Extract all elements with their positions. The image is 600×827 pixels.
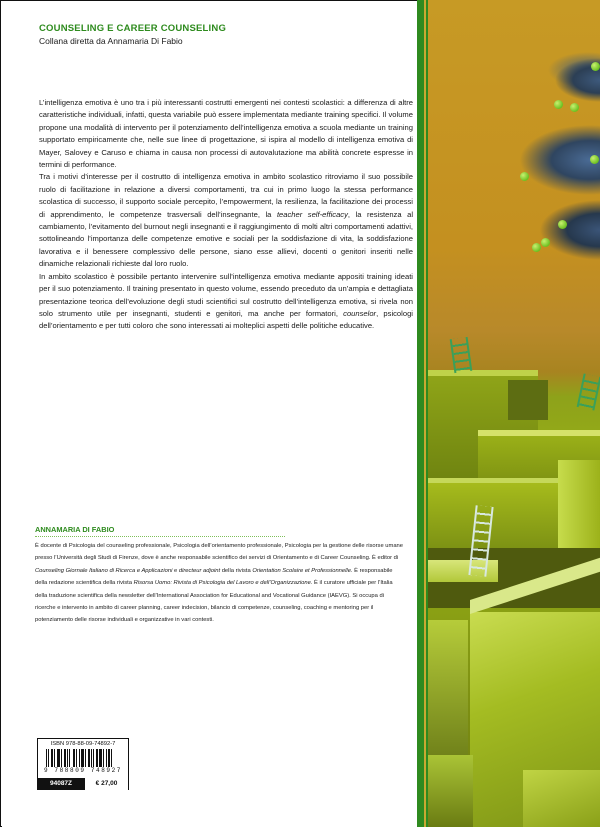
bauble-icon [570, 103, 579, 112]
price: € 27,00 [84, 778, 128, 790]
author-name: ANNAMARIA DI FABIO [35, 525, 285, 537]
blurb-paragraph-2 [39, 171, 413, 270]
bauble-icon [590, 155, 599, 164]
cover-artwork [428, 0, 600, 827]
maze-wall [523, 770, 600, 827]
barcode-icon [46, 749, 122, 769]
role-title: directeur adjoint [178, 567, 221, 574]
bauble-icon [520, 172, 529, 181]
maze-wall [428, 755, 473, 827]
blurb-text: Tra i motivi d’interesse per il costrutto di intelligenza emotiva in ambito scolastico ritroviamo il suo possibile ruolo di facilitazione in relazione a diversi comportamenti, tra cui in primo luogo la stessa performance scolastica di successo, il supporto sociale percepito, l’empowerment, la resilienza, la facilitazione dei processi di apprendimento, le competenze trasversali dell’insegnante, la [39, 172, 413, 219]
ladder-illustration [577, 374, 600, 411]
journal-title: Risorsa Uomo: Rivista di Psicologia del Lavoro e dell’Organizzazione [133, 580, 311, 587]
blurb-text: , la resistenza al cambiamento, l’evitamento del burnout negli insegnanti e il raggiungimento di molti altri comportamenti adattivi, sottolineando l’importanza delle competenze emotive e sociali per la soddisfazione di vita, la soddisfazione lavorativa e il benessere complessivo delle persone, siano esse allievi, docenti o genitori inseriti nelle dinamiche relazionali richieste dal loro ruolo. [39, 209, 414, 269]
green-spine-stripe [417, 0, 424, 827]
tree-illustration [510, 40, 600, 260]
ladder-illustration [450, 337, 473, 373]
bauble-icon [591, 62, 600, 71]
bio-text: e [172, 567, 179, 574]
series-editor: Collana diretta da Annamaria Di Fabio [39, 36, 183, 46]
bio-text: . È il curatore ufficiale per l’Italia della traduzione scientifica della newsletter dell’International Association for Educational and Vocational Guidance (IAEVG). Si occupa di ricerche e intervento in ambito di career planning, career indecision, bilancio di competenze, counseling, coaching e mentoring per il potenziamento delle risorse individuali e organizzative in vari contesti. [35, 580, 393, 624]
product-code: 94087Z [38, 778, 84, 790]
blurb-text: In ambito scolastico è possibile pertanto intervenire sull’intelligenza emotiva mediante appositi training ideati per il suo potenziamento. Il training presentato in questo volume, essendo preceduto da un’ampia e dettagliata presentazione teorica dell’evoluzione degli studi scientifici sul costrutto dell’intelligenza emotiva, si rivela non solo strumento utile per insegnanti, studenti e genitori, ma anche per formatori, [39, 271, 413, 318]
barcode-label [37, 738, 129, 790]
book-blurb [39, 97, 413, 333]
blurb-emphasis: teacher self-efficacy [276, 209, 348, 219]
series-title: COUNSELING E CAREER COUNSELING [39, 23, 227, 34]
bauble-icon [541, 238, 550, 247]
bio-text: . È responsabile della redazione scientifica della rivista [35, 567, 393, 587]
maze-wall [508, 380, 548, 420]
journal-title: Counseling Giornale Italiano di Ricerca e Applicazioni [35, 567, 173, 574]
bio-text: della rivista [220, 567, 253, 574]
bauble-icon [558, 220, 567, 229]
maze-wall [428, 478, 578, 548]
bauble-icon [554, 100, 563, 109]
barcode-digits: 9 788809 748927 [40, 767, 126, 774]
isbn-text: ISBN 978-88-09-74892-7 [50, 741, 116, 747]
journal-title: Orientation Scolaire et Professionnelle [252, 567, 351, 574]
bauble-icon [532, 243, 541, 252]
bio-text: È docente di Psicologia del counseling professionale, Psicologia dell’orientamento professionale, Psicologia per la gestione delle risorse umane presso l’Università degli Studi di Firenze, dove è anche responsabile scientifico dei servizi di Orientamento e di Career Counseling. È editor di [35, 543, 404, 562]
author-section [35, 525, 415, 627]
blurb-paragraph-3 [39, 271, 413, 333]
blurb-paragraph-1: L’intelligenza emotiva è uno tra i più interessanti costrutti emergenti nei contesti scolastici: a differenza di altre caratteristiche individuali, infatti, questa variabile può essere implementata mediante training specifici. Il volume propone una modalità di intervento per il potenziamento dell’intelligenza emotiva a scuola mediante un training supportato empiricamente che, nelle sue linee di progettazione, si ispira al modello di intelligenza emotiva di Mayer, Salovey e Caruso e chiama in causa non processi di autovalutazione ma abilità concrete espresse in termini di performance. [39, 98, 413, 170]
blurb-emphasis: counselor [343, 308, 377, 318]
author-bio [35, 540, 405, 627]
blurb-text: , psicologi dell’orientamento e per tutti coloro che sono interessati ai molteplici aspetti delle politiche educative. [39, 308, 413, 331]
